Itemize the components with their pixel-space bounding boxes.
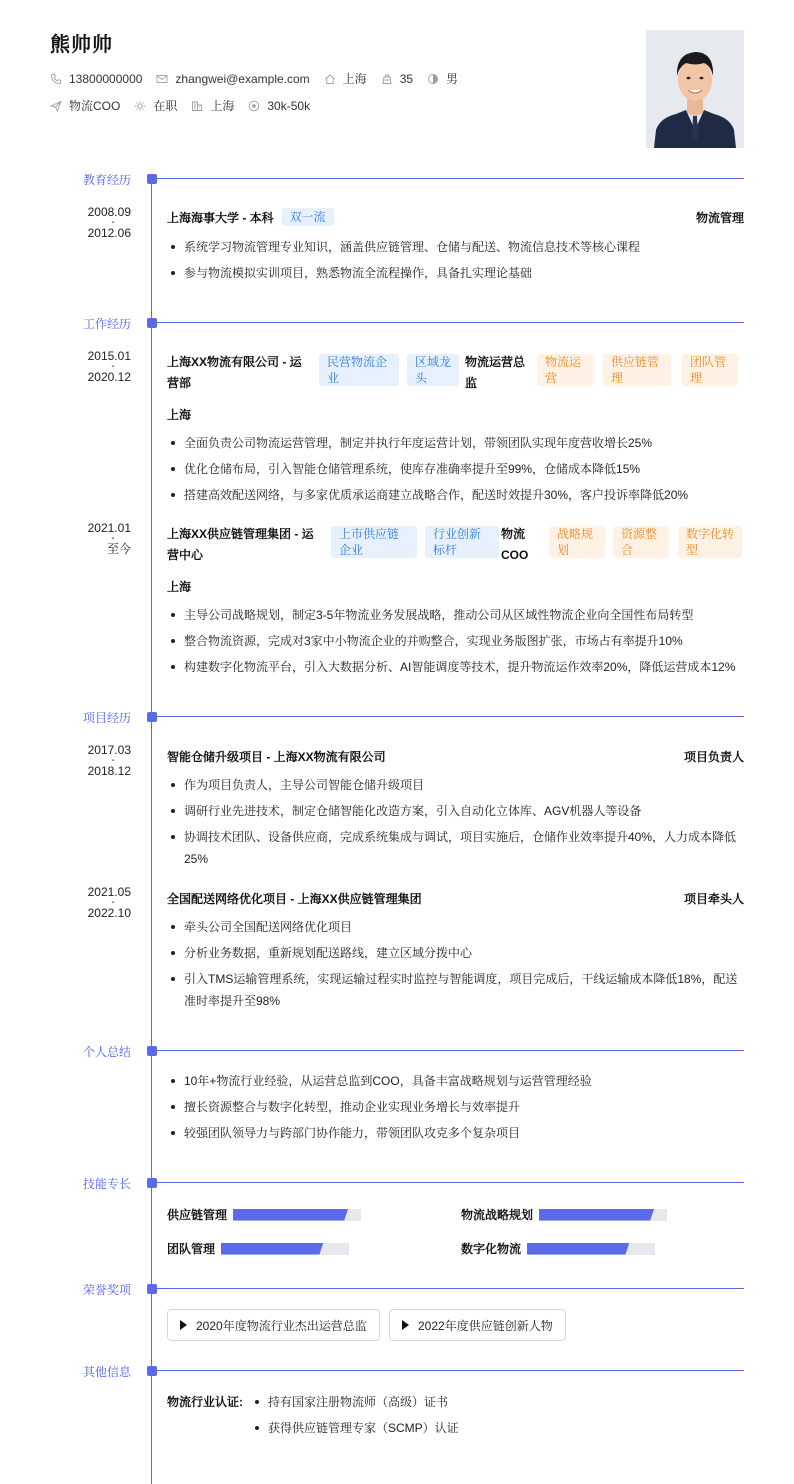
project-start: 2021.05 <box>87 885 131 899</box>
title-tag: 物流运营 <box>537 354 593 386</box>
list-item: 牵头公司全国配送网络优化项目 <box>167 916 744 938</box>
list-item: 构建数字化物流平台，引入大数据分析、AI智能调度等技术，提升物流运作效率20%，降低运营成本12% <box>167 656 744 678</box>
project-role: 项目负责人 <box>683 750 744 764</box>
list-item: 系统学习物流管理专业知识，涵盖供应链管理、仓储与配送、物流信息技术等核心课程 <box>167 236 744 258</box>
edu-header <box>167 209 744 226</box>
edu-bullets <box>167 236 744 288</box>
skill-bar-fill <box>527 1243 629 1255</box>
skill-bar-fill <box>539 1209 654 1221</box>
list-item: 擅长资源整合与数字化转型，推动企业实现业务增长与效率提升 <box>167 1096 744 1118</box>
date-dash: - <box>111 361 115 372</box>
list-item: 引入TMS运输管理系统，实现运输过程实时监控与智能调度，项目完成后，干线运输成本降低18%，配送准时率提升至98% <box>167 968 744 1012</box>
list-item: 持有国家注册物流师（高级）证书 <box>251 1391 459 1413</box>
contact-row <box>50 70 472 87</box>
section-title-work: 工作经历 <box>82 317 131 331</box>
work-date <box>50 350 131 383</box>
section-marker <box>147 1284 157 1294</box>
skill-bar <box>527 1243 655 1255</box>
company-tag: 上市供应链企业 <box>331 526 417 558</box>
play-icon <box>402 1320 409 1330</box>
list-item: 分析业务数据，重新规划配送路线，建立区域分拨中心 <box>167 942 744 964</box>
section-divider <box>157 716 744 717</box>
edu-tag: 双一流 <box>282 208 334 226</box>
work-city: 上海 <box>167 408 192 422</box>
list-item: 全面负责公司物流运营管理，制定并执行年度运营计划，带领团队实现年度营收增长25% <box>167 432 744 454</box>
list-item: 调研行业先进技术，制定仓储智能化改造方案，引入自动化立体库、AGV机器人等设备 <box>167 800 744 822</box>
project-name: 全国配送网络优化项目 - 上海XX供应链管理集团 <box>167 892 422 906</box>
work-title: 物流COO <box>501 527 529 562</box>
age-item <box>381 72 413 86</box>
phone-text: 13800000000 <box>69 71 143 86</box>
title-tag: 供应链管理 <box>603 354 671 386</box>
work-start: 2015.01 <box>87 349 131 363</box>
company-tag: 行业创新标杆 <box>425 526 499 558</box>
email-text: zhangwei@example.com <box>175 71 310 86</box>
phone-icon <box>50 73 62 85</box>
section-marker <box>147 1178 157 1188</box>
work-city: 上海 <box>167 580 192 594</box>
award-text: 2022年度供应链创新人物 <box>418 1318 553 1333</box>
list-item: 参与物流模拟实训项目，熟悉物流全流程操作，具备扎实理论基础 <box>167 262 744 284</box>
target-role-item <box>50 97 120 114</box>
section-divider <box>157 322 744 323</box>
gender-icon <box>427 73 439 85</box>
title-tag: 战略规划 <box>549 526 605 558</box>
home-icon <box>324 73 336 85</box>
status-icon <box>134 100 146 112</box>
section-divider <box>157 1370 744 1371</box>
work-start: 2021.01 <box>87 521 131 535</box>
salary-text: 30k-50k <box>267 98 311 113</box>
edu-end: 2012.06 <box>87 226 131 240</box>
age-text: 35 <box>399 71 414 86</box>
skill-bar-fill <box>233 1209 348 1221</box>
profile-photo <box>646 30 744 148</box>
work-end: 至今 <box>106 542 131 556</box>
work-bullets <box>167 604 744 682</box>
status-text: 在职 <box>153 99 178 113</box>
list-item: 较强团队领导力与跨部门协作能力，带领团队攻克多个复杂项目 <box>167 1122 744 1144</box>
list-item: 主导公司战略规划，制定3-5年物流业务发展战略，推动公司从区域性物流企业向全国性布局转型 <box>167 604 744 626</box>
skill-bar <box>539 1209 667 1221</box>
skill-bar <box>221 1243 349 1255</box>
work-date <box>50 522 131 555</box>
section-title-summary: 个人总结 <box>82 1045 131 1059</box>
phone-item <box>50 72 142 86</box>
email-item <box>156 72 309 86</box>
work-company: 上海XX供应链管理集团 - 运营中心 <box>167 527 314 562</box>
gender-text: 男 <box>446 72 459 86</box>
edu-date <box>50 206 131 239</box>
edu-school: 上海海事大学 - 本科 <box>167 211 274 225</box>
company-tag: 民营物流企业 <box>319 354 399 386</box>
project-end: 2018.12 <box>87 764 131 778</box>
date-dash: - <box>111 533 115 544</box>
date-dash: - <box>111 217 115 228</box>
candidate-name: 熊帅帅 <box>50 34 113 56</box>
company-tag: 区域龙头 <box>407 354 459 386</box>
section-divider <box>157 178 744 179</box>
edu-major: 物流管理 <box>695 211 744 225</box>
project-date <box>50 886 131 919</box>
work-header <box>167 524 744 566</box>
work-bullets <box>167 432 744 510</box>
skill-bar <box>233 1209 361 1221</box>
section-title-projects: 项目经历 <box>82 711 131 725</box>
skill-item <box>461 1240 655 1257</box>
skill-name: 团队管理 <box>167 1242 216 1256</box>
project-date <box>50 744 131 777</box>
section-divider <box>157 1182 744 1183</box>
date-dash: - <box>111 755 115 766</box>
project-end: 2022.10 <box>87 906 131 920</box>
section-divider <box>157 1050 744 1051</box>
city-icon <box>191 100 203 112</box>
section-marker <box>147 174 157 184</box>
title-tag: 团队管理 <box>682 354 738 386</box>
skill-item <box>167 1206 361 1223</box>
other-list <box>251 1391 459 1443</box>
skill-item <box>167 1240 349 1257</box>
project-name: 智能仓储升级项目 - 上海XX物流有限公司 <box>167 750 386 764</box>
award-item <box>389 1309 566 1341</box>
section-marker <box>147 1366 157 1376</box>
salary-item <box>248 99 310 113</box>
list-item: 作为项目负责人，主导公司智能仓储升级项目 <box>167 774 744 796</box>
award-item <box>167 1309 380 1341</box>
send-icon <box>50 100 62 112</box>
section-divider <box>157 1288 744 1289</box>
section-marker <box>147 1046 157 1056</box>
location-text: 上海 <box>342 72 367 86</box>
list-item: 优化仓储布局，引入智能仓储管理系统，使库存准确率提升至99%，仓储成本降低15% <box>167 458 744 480</box>
project-start: 2017.03 <box>87 743 131 757</box>
edu-start: 2008.09 <box>87 205 131 219</box>
project-bullets <box>167 916 744 1016</box>
play-icon <box>180 1320 187 1330</box>
location-item <box>324 70 367 87</box>
list-item: 协调技术团队、设备供应商，完成系统集成与调试，项目实施后，仓储作业效率提升40%，人力成本降低25% <box>167 826 744 870</box>
status-item <box>134 97 177 114</box>
list-item: 搭建高效配送网络，与多家优质承运商建立战略合作，配送时效提升30%，客户投诉率降低20% <box>167 484 744 506</box>
section-title-other: 其他信息 <box>82 1365 131 1379</box>
work-end: 2020.12 <box>87 370 131 384</box>
target-role-text: 物流COO <box>69 99 121 113</box>
skill-bar-fill <box>221 1243 323 1255</box>
section-marker <box>147 318 157 328</box>
skill-name: 供应链管理 <box>167 1208 228 1222</box>
project-role: 项目牵头人 <box>683 892 744 906</box>
section-title-honors: 荣誉奖项 <box>82 1283 131 1297</box>
target-city-text: 上海 <box>210 99 235 113</box>
gender-item <box>427 70 458 87</box>
title-tag: 数字化转型 <box>678 526 742 558</box>
summary-bullets <box>167 1070 744 1148</box>
work-title: 物流运营总监 <box>465 355 526 390</box>
salary-icon <box>248 100 260 112</box>
project-bullets <box>167 774 744 874</box>
skill-item <box>461 1206 667 1223</box>
date-dash: - <box>111 897 115 908</box>
mail-icon <box>156 73 168 85</box>
project-header <box>167 748 744 765</box>
work-header <box>167 352 744 394</box>
target-city-item <box>191 97 234 114</box>
section-title-skills: 技能专长 <box>82 1177 131 1191</box>
age-icon <box>381 73 393 85</box>
intent-row <box>50 97 324 114</box>
title-tag: 资源整合 <box>613 526 669 558</box>
list-item: 整合物流资源，完成对3家中小物流企业的并购整合，实现业务版图扩张，市场占有率提升10% <box>167 630 744 652</box>
award-text: 2020年度物流行业杰出运营总监 <box>196 1318 367 1333</box>
other-label: 物流行业认证: <box>167 1395 243 1409</box>
section-marker <box>147 712 157 722</box>
project-header <box>167 890 744 907</box>
skill-name: 数字化物流 <box>461 1242 522 1256</box>
section-title-education: 教育经历 <box>82 173 131 187</box>
list-item: 10年+物流行业经验，从运营总监到COO，具备丰富战略规划与运营管理经验 <box>167 1070 744 1092</box>
work-company: 上海XX物流有限公司 - 运营部 <box>167 355 302 390</box>
skill-name: 物流战略规划 <box>461 1208 534 1222</box>
list-item: 获得供应链管理专家（SCMP）认证 <box>251 1417 459 1439</box>
